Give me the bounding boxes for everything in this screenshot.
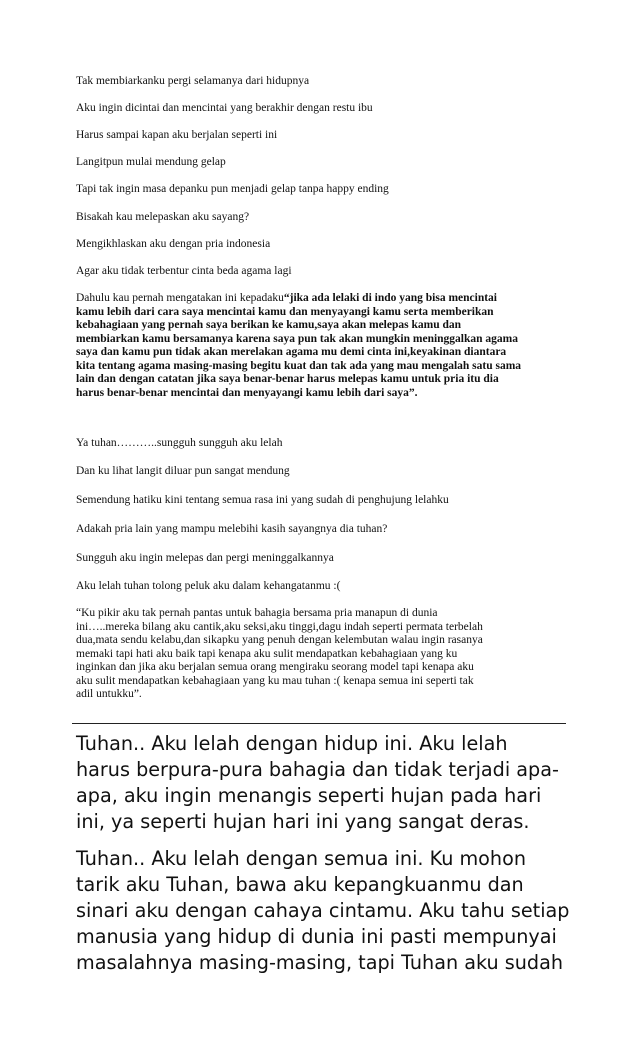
paragraph-line: ini…..mereka bilang aku cantik,aku seksi,aku tinggi,dagu indah seperti permata terbelah [76, 620, 483, 633]
paragraph-line: “Ku pikir aku tak pernah pantas untuk bahagia bersama pria manapun di dunia [76, 607, 438, 619]
quote-paragraph-1 [76, 292, 546, 400]
text-line: Tak membiarkanku pergi selamanya dari hidupnya [76, 75, 310, 87]
paragraph-line: adil untukku”. [76, 688, 142, 700]
text-line: Aku ingin dicintai dan mencintai yang berakhir dengan restu ibu [76, 102, 373, 114]
text-line: Bisakah kau melepaskan aku sayang? [76, 211, 250, 223]
paragraph-line: inginkan dan jika aku berjalan semua orang mengiraku seorang model tapi kenapa aku [76, 661, 474, 673]
paragraph-line: saya dan kamu pun tidak akan merelakan agama mu demi cinta ini,keyakinan diantara [76, 346, 507, 358]
horizontal-divider [72, 723, 566, 724]
paragraph-line: “jika ada lelaki di indo yang bisa mencintai [283, 292, 498, 304]
paragraph-lead: Dahulu kau pernah mengatakan ini kepadaku [76, 292, 284, 304]
text-line: Langitpun mulai mendung gelap [76, 156, 226, 168]
large-text-line: masalahnya masing-masing, tapi Tuhan aku sudah [76, 951, 564, 974]
paragraph-line: membiarkan kamu bersamanya karena saya pun tak akan mungkin meninggalkan agama [76, 332, 518, 345]
paragraph-line: kamu lebih dari cara saya mencintai kamu dan menyayangi kamu serta memberikan [76, 305, 494, 318]
text-line: Adakah pria lain yang mampu melebihi kasih sayangnya dia tuhan? [76, 523, 388, 535]
text-line: Dan ku lihat langit diluar pun sangat mendung [76, 465, 290, 477]
text-line: Sungguh aku ingin melepas dan pergi meninggalkannya [76, 552, 334, 564]
paragraph-line: aku sulit mendapatkan kebahagiaan yang ku mau tuhan :( kenapa semua ini seperti tak [76, 674, 474, 687]
large-paragraph-1 [76, 731, 559, 835]
paragraph-line: dua,mata sendu kelabu,dan sikapku yang penuh dengan kelembutan walau ingin rasanya [76, 634, 483, 646]
paragraph-line: lain dan dengan catatan jika saya benar-benar harus melepas kamu untuk pria itu dia [76, 373, 499, 385]
large-text-line: harus berpura-pura bahagia dan tidak terjadi apa- [76, 758, 559, 781]
large-text-line: ini, ya seperti hujan hari ini yang sangat deras. [76, 810, 530, 833]
text-line: Mengikhlaskan aku dengan pria indonesia [76, 238, 271, 250]
large-text-line: tarik aku Tuhan, bawa aku kepangkuanmu dan [76, 873, 524, 896]
quote-paragraph-2 [76, 607, 546, 702]
text-line: Tapi tak ingin masa depanku pun menjadi gelap tanpa happy ending [76, 183, 389, 195]
paragraph-line: harus benar-benar mencintai dan menyayangi kamu lebih dari saya”. [76, 386, 418, 399]
text-line: Ya tuhan………..sungguh sungguh aku lelah [76, 437, 283, 449]
large-paragraph-2 [76, 846, 569, 976]
text-line: Semendung hatiku kini tentang semua rasa ini yang sudah di penghujung lelahku [76, 494, 449, 506]
paragraph-line: kita tentang agama masing-masing begitu kuat dan tak ada yang mau mengalah satu sama [76, 359, 522, 372]
paragraph-line: kebahagiaan yang pernah saya berikan ke kamu,saya akan melepas kamu dan [76, 319, 462, 331]
text-line: Harus sampai kapan aku berjalan seperti ini [76, 129, 278, 141]
large-text-line: apa, aku ingin menangis seperti hujan pada hari [76, 784, 542, 807]
text-line: Aku lelah tuhan tolong peluk aku dalam kehangatanmu :( [76, 580, 341, 592]
large-text-line: manusia yang hidup di dunia ini pasti mempunyai [76, 925, 557, 948]
large-text-line: Tuhan.. Aku lelah dengan semua ini. Ku mohon [76, 847, 526, 870]
large-text-line: Tuhan.. Aku lelah dengan hidup ini. Aku lelah [76, 732, 508, 755]
paragraph-line: memaki tapi hati aku baik tapi kenapa aku sulit mendapatkan kebahagiaan yang ku [76, 647, 458, 660]
text-line: Agar aku tidak terbentur cinta beda agama lagi [76, 265, 292, 277]
large-text-line: sinari aku dengan cahaya cintamu. Aku tahu setiap [76, 899, 570, 922]
